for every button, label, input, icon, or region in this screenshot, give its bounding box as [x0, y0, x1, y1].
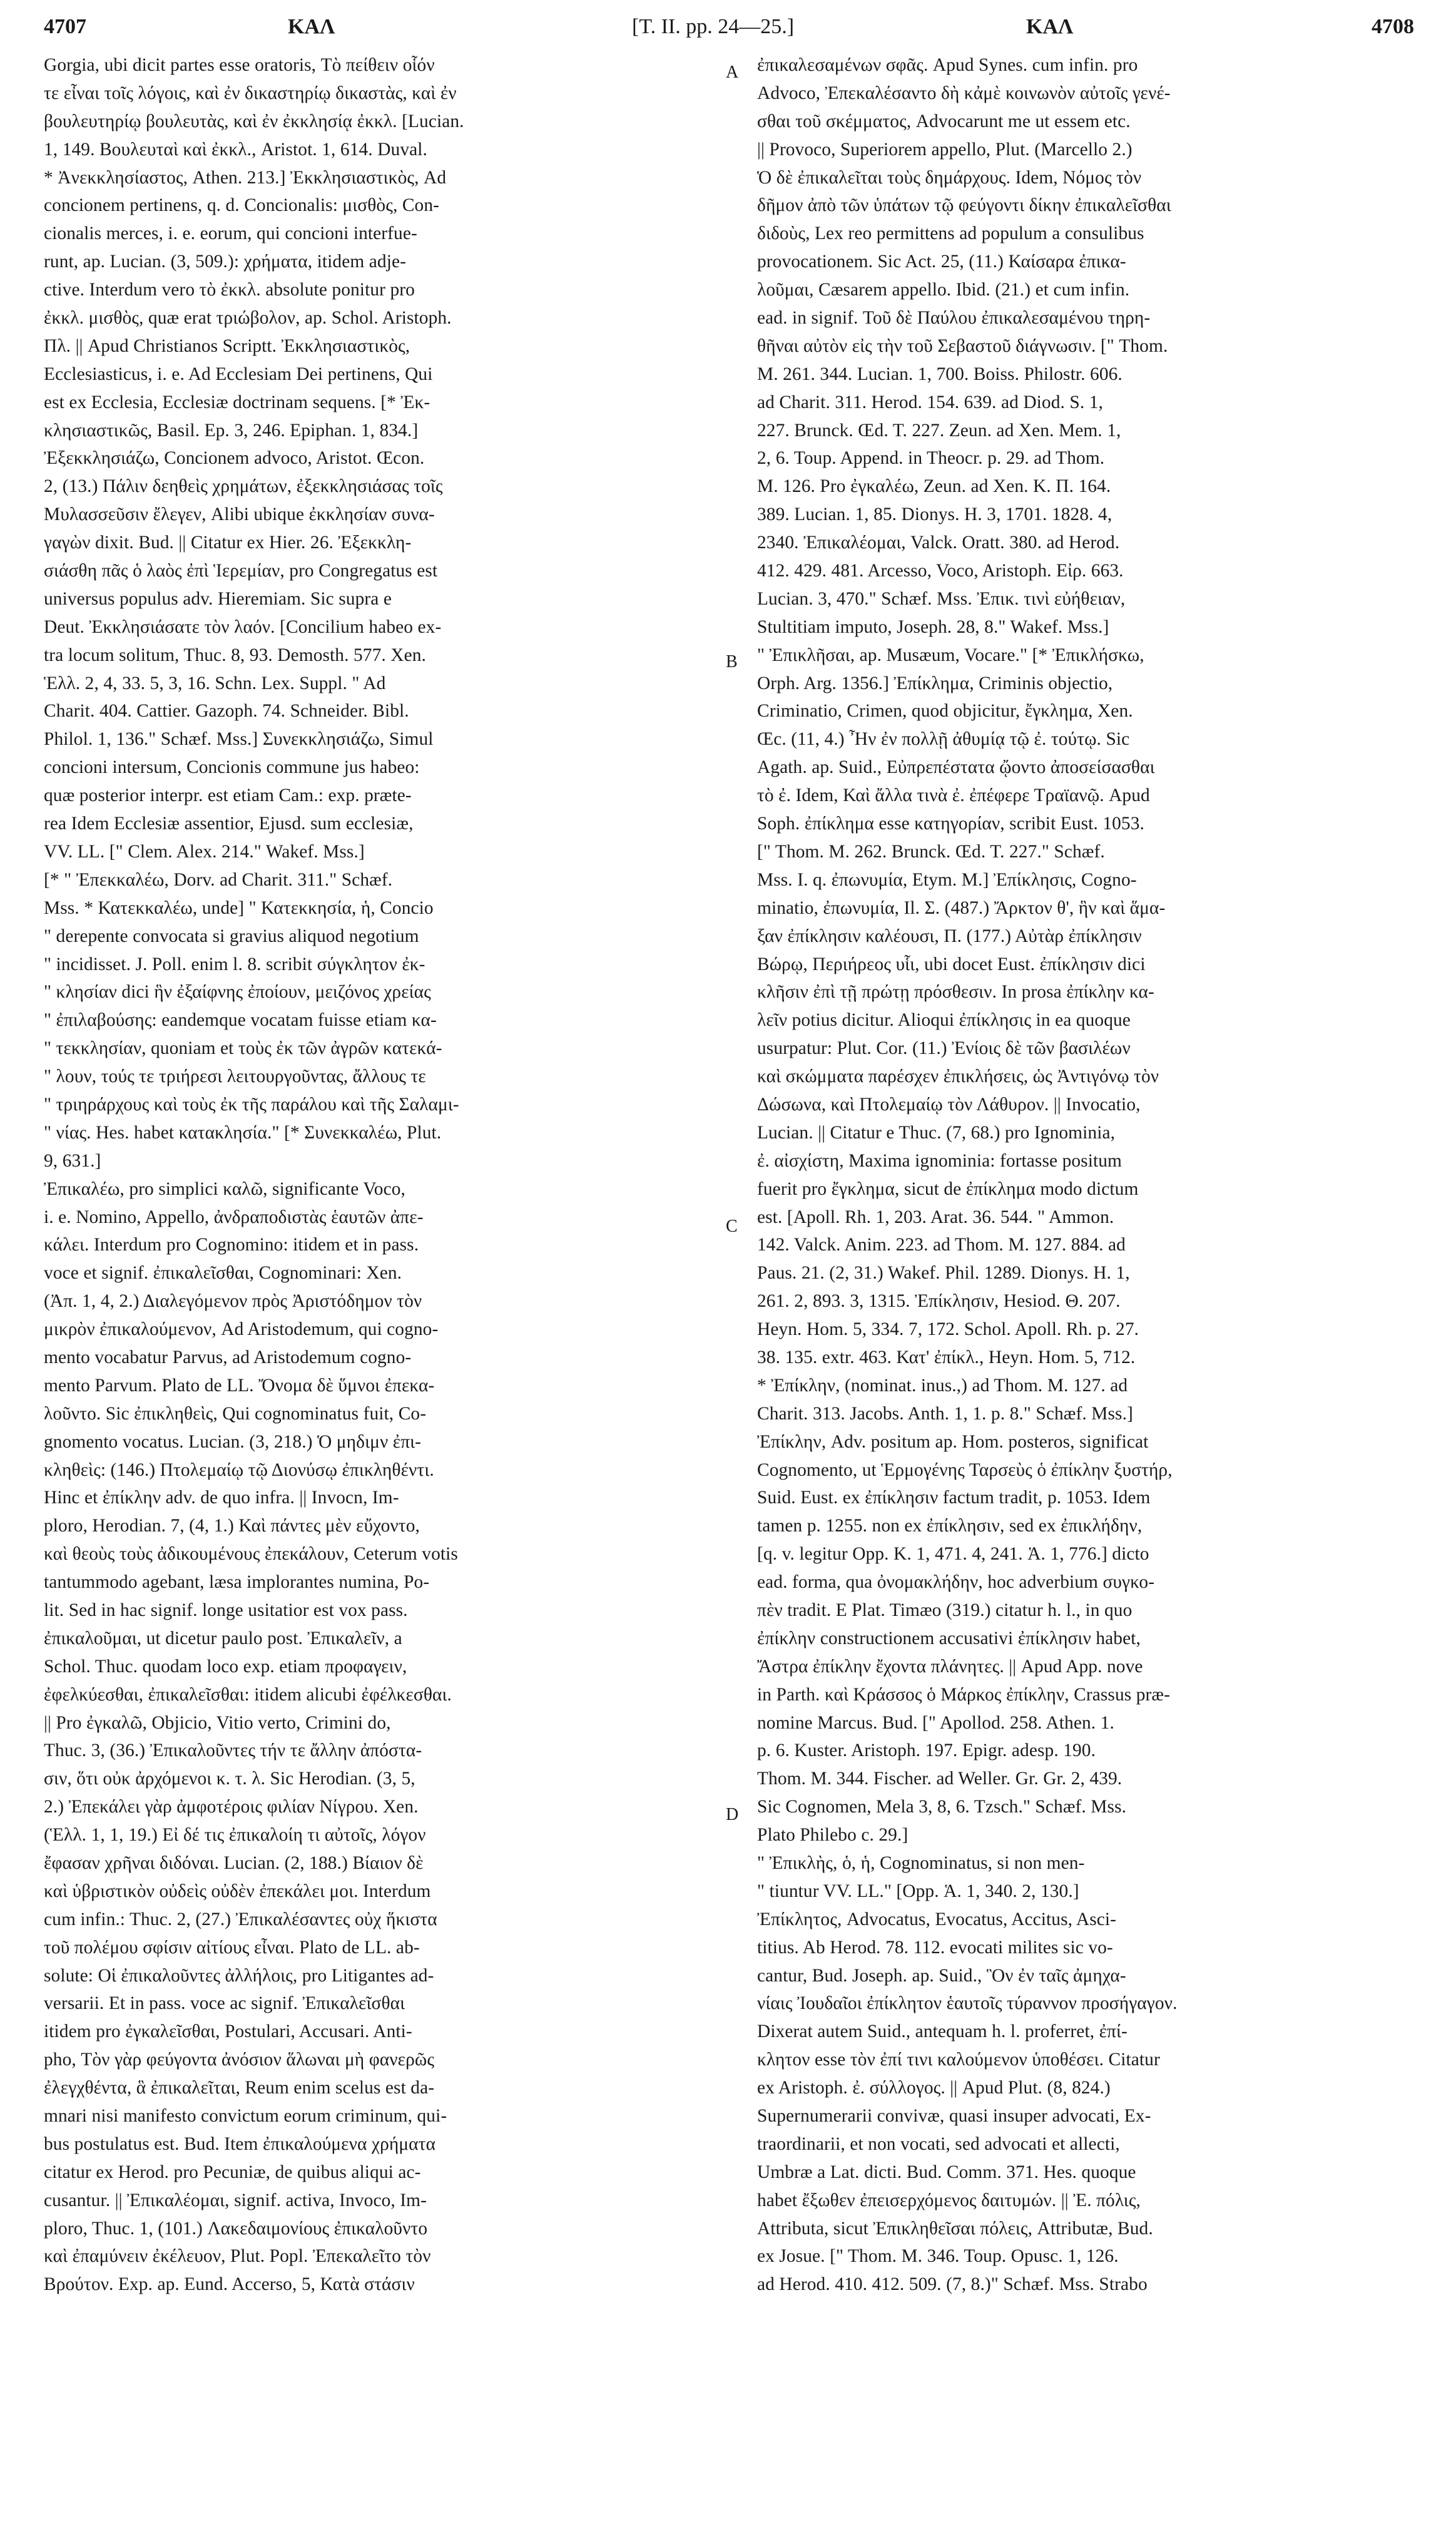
text-line: λοῦμαι, Cæsarem appello. Ibid. (21.) et cum infin.: [757, 280, 1130, 300]
text-line: habet ἔξωθεν ἐπεισερχόμενος δαιτυμών. || Ἐ. πόλις,: [757, 2190, 1141, 2210]
text-line: κλῆσιν ἐπὶ τῇ πρώτῃ πρόσθεσιν. In prosa ἐπίκλην κα-: [757, 982, 1154, 1003]
text-line: ploro, Thuc. 1, (101.) Λακεδαιμονίους ἐπικαλοῦντο: [44, 2218, 428, 2239]
text-line: " κλησίαν dici ἣν ἐξαίφνης ἐποίουν, μειζόνος χρείας: [44, 982, 431, 1003]
text-line: Plato Philebo c. 29.]: [757, 1825, 909, 1846]
text-line: σιάσθη πᾶς ὁ λαὸς ἐπὶ Ἱερεμίαν, pro Congregatus est: [44, 561, 438, 581]
text-line: " Ἐπικλὴς, ὁ, ἡ, Cognominatus, si non men-: [757, 1853, 1085, 1873]
text-line: 389. Lucian. 1, 85. Dionys. H. 3, 1701. 1828. 4,: [757, 504, 1112, 525]
text-line: titius. Ab Herod. 78. 112. evocati milites sic vo-: [757, 1937, 1113, 1958]
text-line: ex Aristoph. ἐ. σύλλογος. || Apud Plut. (8, 824.): [757, 2078, 1111, 2098]
text-line: 38. 135. extr. 463. Κατ' ἐπίκλ., Heyn. Hom. 5, 712.: [757, 1347, 1136, 1367]
text-line: concionem pertinens, q. d. Concionalis: μισθὸς, Con-: [44, 195, 440, 216]
text-line: Umbræ a Lat. dicti. Bud. Comm. 371. Hes. quoque: [757, 2162, 1136, 2182]
text-line: [* " Ἐπεκκαλέω, Dorv. ad Charit. 311." Schæf.: [44, 869, 393, 890]
text-line: καὶ σκώμματα παρέσχεν ἐπικλήσεις, ὡς Ἀντιγόνῳ τὸν: [757, 1066, 1159, 1087]
text-line: VV. LL. [" Clem. Alex. 214." Wakef. Mss.]: [44, 841, 365, 862]
text-line: ἐφελκύεσθαι, ἐπικαλεῖσθαι: itidem alicubi ἐφέλκεσθαι.: [44, 1684, 452, 1705]
text-line: minatio, ἐπωνυμία, Il. Σ. (487.) Ἄρκτον θ', ἣν καὶ ἅμα-: [757, 897, 1166, 918]
text-line: Heyn. Hom. 5, 334. 7, 172. Schol. Apoll. Rh. p. 27.: [757, 1319, 1139, 1340]
text-line: (Ἑλλ. 1, 1, 19.) Εἰ δέ τις ἐπικαλοίη τι αὐτοῖς, λόγον: [44, 1825, 426, 1846]
text-line: Charit. 404. Cattier. Gazoph. 74. Schneider. Bibl.: [44, 701, 409, 722]
text-line: σθαι τοῦ σκέμματος, Advocarunt me ut essem etc.: [757, 111, 1131, 131]
text-line: λοῦντο. Sic ἐπικληθεὶς, Qui cognominatus fuit, Co-: [44, 1403, 427, 1424]
headword-left: ΚΑΛ: [288, 15, 335, 38]
text-line: traordinarii, et non vocati, sed advocati et allecti,: [757, 2133, 1120, 2154]
text-line: bus postulatus est. Bud. Item ἐπικαλούμενα χρήματα: [44, 2133, 436, 2154]
text-line: Ὁ δὲ ἐπικαλεῖται τοὺς δημάρχους. Idem, Νόμος τὸν: [757, 167, 1142, 188]
text-line: Cognomento, ut Ἑρμογένης Ταρσεὺς ὁ ἐπίκλην ξυστήρ,: [757, 1459, 1173, 1480]
text-line: pho, Τὸν γὰρ φεύγοντα ἀνόσιον ἅλωναι μὴ φανερῶς: [44, 2050, 435, 2070]
text-line: [" Thom. M. 262. Brunck. Œd. T. 227." Schæf.: [757, 841, 1105, 862]
running-head: [44, 9, 1414, 53]
text-line: Ἐπικαλέω, pro simplici καλῶ, significante Voco,: [44, 1178, 405, 1199]
text-line: ἐπίκλην constructionem accusativi ἐπίκλησιν habet,: [757, 1628, 1141, 1648]
text-line: ead. in signif. Τοῦ δὲ Παύλου ἐπικαλεσαμένου τηρη-: [757, 308, 1151, 329]
page-number-left: 4707: [44, 15, 86, 38]
text-line: cusantur. || Ἐπικαλέομαι, signif. activa, Invoco, Im-: [44, 2190, 427, 2210]
margin-letter-d: D: [726, 1805, 739, 1824]
text-line: διδοὺς, Lex reo permittens ad populum a consulibus: [757, 223, 1144, 244]
text-line: Attributa, sicut Ἐπικληθεῖσαι πόλεις, Attributæ, Bud.: [757, 2218, 1153, 2239]
text-line: * Ἀνεκκλησίαστος, Athen. 213.] Ἐκκλησιαστικὸς, Ad: [44, 167, 447, 188]
text-line: 227. Brunck. Œd. T. 227. Zeun. ad Xen. Mem. 1,: [757, 420, 1121, 441]
text-line: 2, (13.) Πάλιν δεηθεὶς χρημάτων, ἐξεκκλησιάσας τοῖς: [44, 476, 443, 497]
text-line: Soph. ἐπίκλημα esse κατηγορίαν, scribit Eust. 1053.: [757, 814, 1144, 834]
volume-reference: [T. II. pp. 24—25.]: [632, 15, 795, 38]
text-line: citatur ex Herod. pro Pecuniæ, de quibus aliqui ac-: [44, 2162, 421, 2182]
text-line: Δώσωνα, καὶ Πτολεμαίῳ τὸν Λάθυρον. || Invocatio,: [757, 1094, 1141, 1115]
text-line: M. 261. 344. Lucian. 1, 700. Boiss. Philostr. 606.: [757, 364, 1123, 384]
text-line: σιν, ὅτι οὐκ ἀρχόμενοι κ. τ. λ. Sic Herodian. (3, 5,: [44, 1769, 415, 1789]
text-line: voce et signif. ἐπικαλεῖσθαι, Cognominari: Xen.: [44, 1263, 402, 1284]
text-line: || Provoco, Superiorem appello, Plut. (Marcello 2.): [757, 139, 1133, 160]
text-line: concioni intersum, Concionis commune jus habeo:: [44, 757, 420, 778]
headword-right: ΚΑΛ: [1026, 15, 1074, 38]
text-line: ctive. Interdum vero τὸ ἐκκλ. absolute ponitur pro: [44, 280, 415, 300]
text-line: Dixerat autem Suid., antequam h. l. proferret, ἐπί-: [757, 2021, 1128, 2042]
text-line: 2340. Ἐπικαλέομαι, Valck. Oratt. 380. ad Herod.: [757, 533, 1120, 553]
text-line: ad Herod. 410. 412. 509. (7, 8.)" Schæf. Mss. Strabo: [757, 2274, 1148, 2295]
text-line: est ex Ecclesia, Ecclesiæ doctrinam sequens. [* Ἐκ-: [44, 392, 430, 412]
text-line: Schol. Thuc. quodam loco exp. etiam προφαγειν,: [44, 1656, 407, 1677]
text-line: i. e. Nomino, Appello, ἀνδραποδιστὰς ἑαυτῶν ἀπε-: [44, 1207, 424, 1227]
text-line: Supernumerarii convivæ, quasi insuper advocati, Ex-: [757, 2106, 1151, 2127]
text-line: universus populus adv. Hieremiam. Sic supra e: [44, 588, 392, 609]
page-number-right: 4708: [1372, 15, 1414, 38]
text-line: " incidisset. J. Poll. enim l. 8. scribit σύγκλητον ἐκ-: [44, 954, 425, 974]
text-line: quæ posterior interpr. est etiam Cam.: exp. præte-: [44, 785, 412, 806]
text-line: ἐκκλ. μισθὸς, quæ erat τριώβολον, ap. Schol. Aristoph.: [44, 308, 452, 329]
text-line: ploro, Herodian. 7, (4, 1.) Καὶ πάντες μὲν εὔχοντο,: [44, 1516, 420, 1536]
text-line: Βρούτον. Exp. ap. Eund. Accerso, 5, Κατὰ στάσιν: [44, 2274, 415, 2295]
text-line: ad Charit. 311. Herod. 154. 639. ad Diod. S. 1,: [757, 392, 1103, 412]
text-line: usurpatur: Plut. Cor. (11.) Ἐνίοις δὲ τῶν βασιλέων: [757, 1038, 1131, 1059]
text-line: καὶ θεοὺς τοὺς ἀδικουμένους ἐπεκάλουν, Ceterum votis: [44, 1544, 458, 1565]
text-line: ex Josue. [" Thom. M. 346. Toup. Opusc. 1, 126.: [757, 2246, 1119, 2267]
text-line: tra locum solitum, Thuc. 8, 93. Demosth. 577. Xen.: [44, 645, 426, 665]
text-line: Agath. ap. Suid., Εὐπρεπέστατα ᾤοντο ἀποσείσασθαι: [757, 757, 1155, 778]
text-line: θῆναι αὐτὸν εἰς τὴν τοῦ Σεβαστοῦ διάγνωσιν. [" Thom.: [757, 335, 1168, 356]
text-line: fuerit pro ἔγκλημα, sicut de ἐπίκλημα modo dictum: [757, 1178, 1139, 1199]
text-line: * Ἐπίκλην, (nominat. inus.,) ad Thom. M. 127. ad: [757, 1375, 1128, 1396]
text-line: δῆμον ἀπὸ τῶν ὑπάτων τῷ φεύγοντι δίκην ἐπικαλεῖσθαι: [757, 195, 1171, 216]
text-line: [q. v. legitur Opp. K. 1, 471. 4, 241. Ἁ. 1, 776.] dicto: [757, 1544, 1149, 1565]
text-line: gnomento vocatus. Lucian. (3, 218.) Ὁ μηδιμν ἐπι-: [44, 1431, 422, 1452]
text-line: cantur, Bud. Joseph. ap. Suid., Ὃν ἐν ταῖς ἀμηχα-: [757, 1965, 1126, 1986]
text-line: Thom. M. 344. Fischer. ad Weller. Gr. Gr. 2, 439.: [757, 1769, 1123, 1789]
text-line: 142. Valck. Anim. 223. ad Thom. M. 127. 884. ad: [757, 1235, 1126, 1255]
text-line: λεῖν potius dicitur. Alioqui ἐπίκλησις in ea quoque: [757, 1010, 1131, 1031]
text-line: Lucian. 3, 470." Schæf. Mss. Ἐπικ. τινὶ εὐήθειαν,: [757, 588, 1126, 609]
text-line: mento Parvum. Plato de LL. Ὄνομα δὲ ὕμνοι ἐπεκα-: [44, 1375, 435, 1396]
margin-letter-a: A: [726, 63, 739, 82]
text-line: Hinc et ἐπίκλην adv. de quo infra. || Invocn, Im-: [44, 1488, 399, 1508]
text-line: provocationem. Sic Act. 25, (11.) Καίσαρα ἐπικα-: [757, 252, 1126, 272]
text-line: Βώρῳ, Περιήρεος υἷι, ubi docet Eust. ἐπίκλησιν dici: [757, 954, 1146, 974]
text-line: τοῦ πολέμου σφίσιν αἰτίους εἶναι. Plato de LL. ab-: [44, 1937, 420, 1958]
text-line: in Parth. καὶ Κράσσος ὁ Μάρκος ἐπίκλην, Crassus præ-: [757, 1684, 1171, 1705]
text-line: Deut. Ἐκκλησιάσατε τὸν λαόν. [Concilium habeo ex-: [44, 616, 442, 637]
text-line: Ἑλλ. 2, 4, 33. 5, 3, 16. Schn. Lex. Suppl. " Ad: [44, 673, 386, 693]
text-line: κληθεὶς: (146.) Πτολεμαίῳ τῷ Διονύσῳ ἐπικληθέντι.: [44, 1459, 434, 1480]
text-line: versarii. Et in pass. voce ac signif. Ἐπικαλεῖσθαι: [44, 1993, 405, 2014]
text-line: Πλ. || Apud Christianos Scriptt. Ἐκκλησιαστικὸς,: [44, 335, 410, 356]
text-line: Paus. 21. (2, 31.) Wakef. Phil. 1289. Dionys. H. 1,: [757, 1263, 1130, 1284]
text-line: mnari nisi manifesto convictum eorum criminum, qui-: [44, 2106, 447, 2127]
text-line: καὶ ἐπαμύνειν ἐκέλευον, Plut. Popl. Ἐπεκαλεῖτο τὸν: [44, 2246, 431, 2267]
text-line: Sic Cognomen, Mela 3, 8, 6. Tzsch." Schæf. Mss.: [757, 1797, 1127, 1817]
text-line: " τεκκλησίαν, quoniam et τοὺς ἐκ τῶν ἀγρῶν κατεκά-: [44, 1038, 442, 1059]
text-line: || Pro ἐγκαλῶ, Objicio, Vitio verto, Crimini do,: [44, 1712, 391, 1733]
text-line: est. [Apoll. Rh. 1, 203. Arat. 36. 544. " Ammon.: [757, 1207, 1114, 1227]
text-line: Philol. 1, 136." Schæf. Mss.] Συνεκκλησιάζω, Simul: [44, 729, 434, 750]
text-line: Criminatio, Crimen, quod objicitur, ἔγκλημα, Xen.: [757, 701, 1133, 722]
text-line: ἐλεγχθέντα, ἃ ἐπικαλεῖται, Reum enim scelus est da-: [44, 2078, 435, 2098]
text-line: Gorgia, ubi dicit partes esse oratoris, Τὸ πείθειν οἷόν: [44, 55, 435, 75]
text-line: " derepente convocata si gravius aliquod negotium: [44, 926, 419, 946]
text-line: M. 126. Pro ἐγκαλέω, Zeun. ad Xen. K. Π. 164.: [757, 476, 1111, 497]
text-line: cionalis merces, i. e. eorum, qui concioni interfue-: [44, 223, 417, 244]
text-line: solute: Οἱ ἐπικαλοῦντες ἀλλήλοις, pro Litigantes ad-: [44, 1965, 434, 1986]
text-line: (Ἀπ. 1, 4, 2.) Διαλεγόμενον πρὸς Ἀριστόδημον τὸν: [44, 1291, 422, 1312]
text-line: lit. Sed in hac signif. longe usitatior est vox pass.: [44, 1600, 408, 1620]
text-line: γαγὼν dixit. Bud. || Citatur ex Hier. 26. Ἐξεκκλη-: [44, 533, 412, 553]
text-line: Lucian. || Citatur e Thuc. (7, 68.) pro Ignominia,: [757, 1122, 1116, 1143]
text-line: 9, 631.]: [44, 1150, 101, 1171]
text-line: nomine Marcus. Bud. [" Apollod. 258. Athen. 1.: [757, 1712, 1114, 1733]
text-line: Suid. Eust. ex ἐπίκλησιν factum tradit, p. 1053. Idem: [757, 1488, 1151, 1508]
text-line: τὸ ἐ. Idem, Καὶ ἄλλα τινὰ ἐ. ἐπέφερε Τραϊανῷ. Apud: [757, 785, 1150, 806]
margin-letter-c: C: [726, 1217, 738, 1236]
text-line: κλησιαστικῶς, Basil. Ep. 3, 246. Epiphan. 1, 834.]: [44, 420, 419, 441]
text-line: 1, 149. Βουλευταὶ καὶ ἐκκλ., Aristot. 1, 614. Duval.: [44, 139, 427, 160]
text-line: κλητον esse τὸν ἐπί τινι καλούμενον ὑποθέσει. Citatur: [757, 2050, 1160, 2070]
text-line: Stultitiam imputo, Joseph. 28, 8." Wakef. Mss.]: [757, 616, 1109, 637]
text-line: cum infin.: Thuc. 2, (27.) Ἐπικαλέσαντες οὐχ ἥκιστα: [44, 1909, 437, 1929]
text-line: ἐπικαλεσαμένων σφᾶς. Apud Synes. cum infin. pro: [757, 55, 1138, 75]
right-column: [757, 51, 1413, 2501]
text-line: " ἐπιλαβούσης: eandemque vocatam fuisse etiam κα-: [44, 1010, 437, 1031]
text-line: " λουν, τούς τε τριήρεσι λειτουργοῦντας, ἄλλους τε: [44, 1066, 426, 1087]
text-line: Œc. (11, 4.) Ἦν ἐν πολλῇ ἀθυμίᾳ τῷ ἐ. τούτῳ. Sic: [757, 729, 1130, 750]
margin-letter-b: B: [726, 652, 738, 672]
text-line: Ecclesiasticus, i. e. Ad Ecclesiam Dei pertinens, Qui: [44, 364, 433, 384]
text-line: ἐ. αἰσχίστη, Maxima ignominia: fortasse positum: [757, 1150, 1123, 1171]
text-line: ἐπικαλοῦμαι, ut dicetur paulo post. Ἐπικαλεῖν, a: [44, 1628, 402, 1648]
text-line: Mss. I. q. ἐπωνυμία, Etym. M.] Ἐπίκλησις, Cogno-: [757, 869, 1137, 890]
text-line: " tiuntur VV. LL." [Opp. Ἁ. 1, 340. 2, 130.]: [757, 1881, 1079, 1901]
text-line: " Ἐπικλῆσαι, ap. Musæum, Vocare." [* Ἐπικλήσκω,: [757, 645, 1144, 665]
text-line: Μυλασσεῦσιν ἔλεγεν, Alibi ubique ἐκκλησίαν συνα-: [44, 504, 435, 525]
text-line: tamen p. 1255. non ex ἐπίκλησιν, sed ex ἐπικλήδην,: [757, 1516, 1143, 1536]
text-line: ἔφασαν χρῆναι διδόναι. Lucian. (2, 188.) Βίαιον δὲ: [44, 1853, 424, 1873]
text-line: κάλει. Interdum pro Cognomino: itidem et in pass.: [44, 1235, 419, 1255]
text-line: 261. 2, 893. 3, 1315. Ἐπίκλησιν, Hesiod. Θ. 207.: [757, 1291, 1121, 1312]
text-line: Charit. 313. Jacobs. Anth. 1, 1. p. 8." Schæf. Mss.]: [757, 1403, 1133, 1424]
text-line: Ἐπίκλην, Adv. positum ap. Hom. posteros, significat: [757, 1431, 1149, 1452]
text-line: ead. forma, qua ὀνομακλήδην, hoc adverbium συγκο-: [757, 1572, 1155, 1593]
text-line: 412. 429. 481. Arcesso, Voco, Aristoph. Εἰρ. 663.: [757, 561, 1124, 581]
text-line: 2, 6. Toup. Append. in Theocr. p. 29. ad Thom.: [757, 448, 1105, 469]
text-line: τε εἶναι τοῖς λόγοις, καὶ ἐν δικαστηρίῳ δικαστὰς, καὶ ἐν: [44, 83, 457, 103]
text-line: Thuc. 3, (36.) Ἐπικαλοῦντες τήν τε ἄλλην ἀπόστα-: [44, 1740, 422, 1761]
text-line: 2.) Ἐπεκάλει γὰρ ἀμφοτέροις φιλίαν Νίγρου. Xen.: [44, 1797, 419, 1817]
text-line: " νίας. Hes. habet κατακλησία." [* Συνεκκαλέω, Plut.: [44, 1122, 442, 1143]
text-line: Mss. * Κατεκκαλέω, unde] " Κατεκκησία, ἡ, Concio: [44, 897, 434, 918]
text-line: Ἐπίκλητος, Advocatus, Evocatus, Accitus, Asci-: [757, 1909, 1117, 1929]
text-line: mento vocabatur Parvus, ad Aristodemum cogno-: [44, 1347, 412, 1367]
text-line: p. 6. Kuster. Aristoph. 197. Epigr. adesp. 190.: [757, 1740, 1096, 1761]
text-line: Advoco, Ἐπεκαλέσαντο δὴ κἀμὲ κοινωνὸν αὐτοῖς γενέ-: [757, 83, 1171, 103]
text-line: tantummodo agebant, læsa implorantes numina, Po-: [44, 1572, 430, 1593]
text-line: Ἐξεκκλησιάζω, Concionem advoco, Aristot. Œcon.: [44, 448, 425, 469]
text-line: runt, ap. Lucian. (3, 509.): χρήματα, itidem adje-: [44, 252, 407, 272]
text-line: μικρὸν ἐπικαλούμενον, Ad Aristodemum, qui cogno-: [44, 1319, 439, 1340]
text-line: καὶ ὑβριστικὸν οὐδεὶς οὐδὲν ἐπεκάλει μοι. Interdum: [44, 1881, 431, 1901]
text-line: " τριηράρχους καὶ τοὺς ἐκ τῆς παράλου καὶ τῆς Σαλαμι-: [44, 1094, 459, 1115]
text-line: ξαν ἐπίκλησιν καλέουσι, Π. (177.) Αὐτὰρ ἐπίκλησιν: [757, 926, 1142, 946]
text-line: νίαις Ἰουδαῖοι ἐπίκλητον ἑαυτοῖς τύραννον προσήγαγον.: [757, 1993, 1178, 2014]
text-line: βουλευτηρίῳ βουλευτὰς, καὶ ἐν ἐκκλησίᾳ ἐκκλ. [Lucian.: [44, 111, 464, 131]
text-line: Ἄστρα ἐπίκλην ἔχοντα πλάνητες. || Apud App. nove: [757, 1656, 1143, 1677]
text-line: rea Idem Ecclesiæ assentior, Ejusd. sum ecclesiæ,: [44, 814, 414, 834]
text-line: itidem pro ἐγκαλεῖσθαι, Postulari, Accusari. Anti-: [44, 2021, 412, 2042]
text-line: Orph. Arg. 1356.] Ἐπίκλημα, Criminis objectio,: [757, 673, 1113, 693]
left-column: [44, 51, 700, 2501]
text-line: πὲν tradit. E Plat. Timæo (319.) citatur h. l., in quo: [757, 1600, 1133, 1620]
